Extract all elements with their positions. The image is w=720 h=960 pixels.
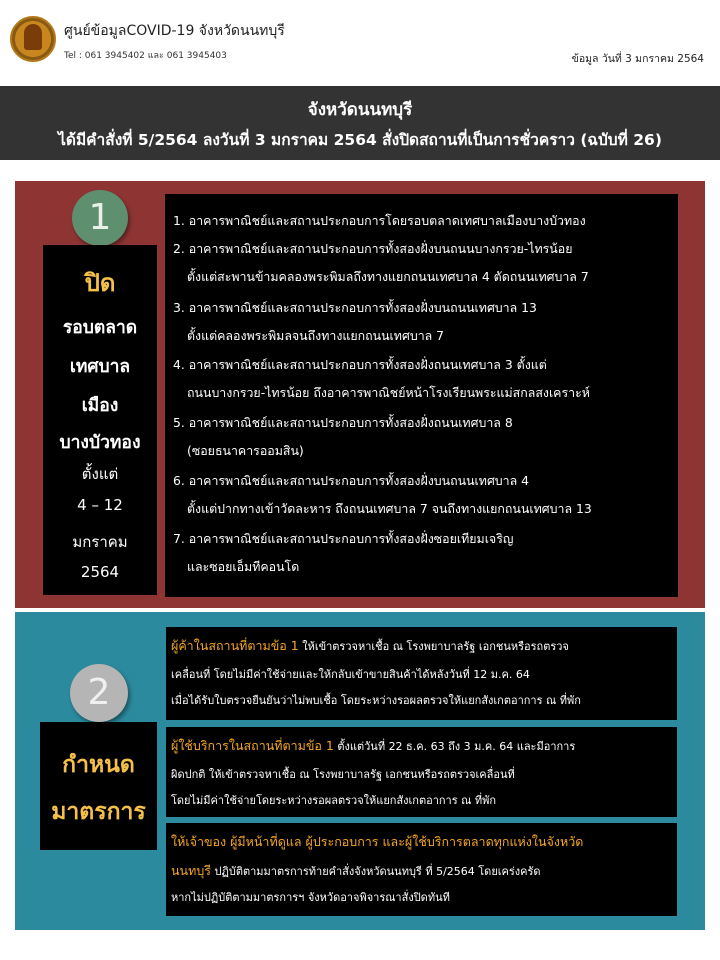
measure-line bbox=[171, 736, 575, 756]
place-line: เทศบาล bbox=[69, 357, 131, 377]
list-item-cont: และซอยเอ็มทีคอนโด bbox=[187, 559, 300, 574]
data-date: ข้อมูล วันที่ 3 มกราคม 2564 bbox=[571, 53, 704, 65]
list-item-cont: ตั้งแต่ปากทางเข้าวัดละหาร ถึงถนนเทศบาล 7 จนถึงทางแยกถนนเทศบาล 13 bbox=[187, 501, 592, 516]
org-tel: Tel : 061 3945402 และ 061 3945403 bbox=[64, 51, 227, 61]
logo-emblem-icon bbox=[24, 24, 42, 50]
list-item-cont: (ซอยธนาคารออมสิน) bbox=[187, 443, 304, 458]
title-order: ได้มีคำสั่งที่ 5/2564 ลงวันที่ 3 มกราคม 2564 สั่งปิดสถานที่เป็นการชั่วคราว (ฉบับที่ 26) bbox=[58, 131, 662, 149]
measure-line bbox=[171, 636, 569, 656]
list-item: 1. อาคารพาณิชย์และสถานประกอบการโดยรอบตลาดเทศบาลเมืองบางบัวทอง bbox=[173, 213, 586, 228]
measure-box-customers bbox=[166, 727, 677, 817]
measure-line bbox=[171, 861, 541, 881]
date-line: 2564 bbox=[80, 563, 120, 581]
close-label: ปิด bbox=[84, 269, 116, 297]
measure-box-vendors bbox=[166, 627, 677, 720]
list-item: 4. อาคารพาณิชย์และสถานประกอบการทั้งสองฝั่งถนนเทศบาล 3 ตั้งแต่ bbox=[173, 357, 547, 372]
title-bar bbox=[0, 86, 720, 160]
section-number-2: 2 bbox=[70, 664, 128, 722]
measure-line: เมื่อได้รับใบตรวจยืนยันว่าไม่พบเชื้อ โดยระหว่างรอผลตรวจให้แยกสังเกตอาการ ณ ที่พัก bbox=[171, 694, 581, 707]
measures-side-panel bbox=[40, 722, 157, 850]
measure-line: ผิดปกติ ให้เข้าตรวจหาเชื้อ ณ โรงพยาบาลรัฐ เอกชนหรือรถตรวจเคลื่อนที่ bbox=[171, 768, 515, 781]
measure-text: ปฏิบัติตามมาตรการท้ายคำสั่งจังหวัดนนทบุรี ที่ 5/2564 โดยเคร่งครัด bbox=[210, 865, 541, 878]
date-line: ตั้งแต่ bbox=[81, 465, 119, 483]
list-item: 3. อาคารพาณิชย์และสถานประกอบการทั้งสองฝั่งบนถนนเทศบาล 13 bbox=[173, 300, 537, 315]
list-item: 6. อาคารพาณิชย์และสถานประกอบการทั้งสองฝั่งบนถนนเทศบาล 4 bbox=[173, 473, 530, 488]
list-item: 5. อาคารพาณิชย์และสถานประกอบการทั้งสองฝั่งถนนเทศบาล 8 bbox=[173, 415, 513, 430]
close-side-panel bbox=[43, 245, 157, 595]
measures-label: มาตรการ bbox=[51, 799, 146, 825]
list-item-cont: ตั้งแต่สะพานข้ามคลองพระพิมลถึงทางแยกถนนเทศบาล 4 ตัดถนนเทศบาล 7 bbox=[187, 269, 589, 284]
section-number-1: 1 bbox=[72, 190, 128, 246]
date-line: 4 – 12 bbox=[77, 496, 123, 514]
measure-highlight: ให้เจ้าของ ผู้มีหน้าที่ดูแล ผู้ประกอบการ และผู้ใช้บริการตลาดทุกแห่งในจังหวัด bbox=[171, 834, 584, 849]
place-line: เมือง bbox=[81, 396, 119, 416]
measure-text: ตั้งแต่วันที่ 22 ธ.ค. 63 ถึง 3 ม.ค. 64 และมีอาการ bbox=[333, 740, 576, 753]
measure-box-owners bbox=[166, 823, 677, 916]
measures-label: กำหนด bbox=[62, 752, 135, 778]
measure-text: ให้เข้าตรวจหาเชื้อ ณ โรงพยาบาลรัฐ เอกชนหรือรถตรวจ bbox=[298, 640, 569, 653]
list-item-cont: ถนนบางกรวย-ไทรน้อย ถึงอาคารพาณิชย์หน้าโรงเรียนพระแม่สกลสงเคราะห์ bbox=[187, 385, 590, 400]
closure-list bbox=[165, 194, 678, 597]
measure-highlight: ผู้ค้าในสถานที่ตามข้อ 1 bbox=[171, 638, 299, 653]
place-line: บางบัวทอง bbox=[59, 433, 141, 453]
list-item: 7. อาคารพาณิชย์และสถานประกอบการทั้งสองฝั่งซอยเทียมเจริญ bbox=[173, 531, 514, 546]
measure-line: โดยไม่มีค่าใช้จ่ายโดยระหว่างรอผลตรวจให้แยกสังเกตอาการ ณ ที่พัก bbox=[171, 794, 496, 807]
measure-line: เคลื่อนที่ โดยไม่มีค่าใช้จ่ายและให้กลับเข้าขายสินค้าได้หลังวันที่ 12 ม.ค. 64 bbox=[171, 668, 530, 681]
list-item: 2. อาคารพาณิชย์และสถานประกอบการทั้งสองฝั่งบนถนนบางกรวย-ไทรน้อย bbox=[173, 241, 573, 256]
place-line: รอบตลาด bbox=[62, 318, 138, 338]
list-item-cont: ตั้งแต่คลองพระพิมลจนถึงทางแยกถนนเทศบาล 7 bbox=[187, 328, 445, 343]
date-line: มกราคม bbox=[72, 533, 128, 551]
title-province: จังหวัดนนทบุรี bbox=[307, 100, 413, 120]
measure-highlight: ผู้ใช้บริการในสถานที่ตามข้อ 1 bbox=[171, 738, 334, 753]
measure-highlight: นนทบุรี bbox=[171, 863, 211, 878]
measure-line: หากไม่ปฏิบัติตามมาตรการฯ จังหวัดอาจพิจารณาสั่งปิดทันที bbox=[171, 891, 450, 904]
org-name: ศูนย์ข้อมูลCOVID-19 จังหวัดนนทบุรี bbox=[64, 23, 285, 39]
